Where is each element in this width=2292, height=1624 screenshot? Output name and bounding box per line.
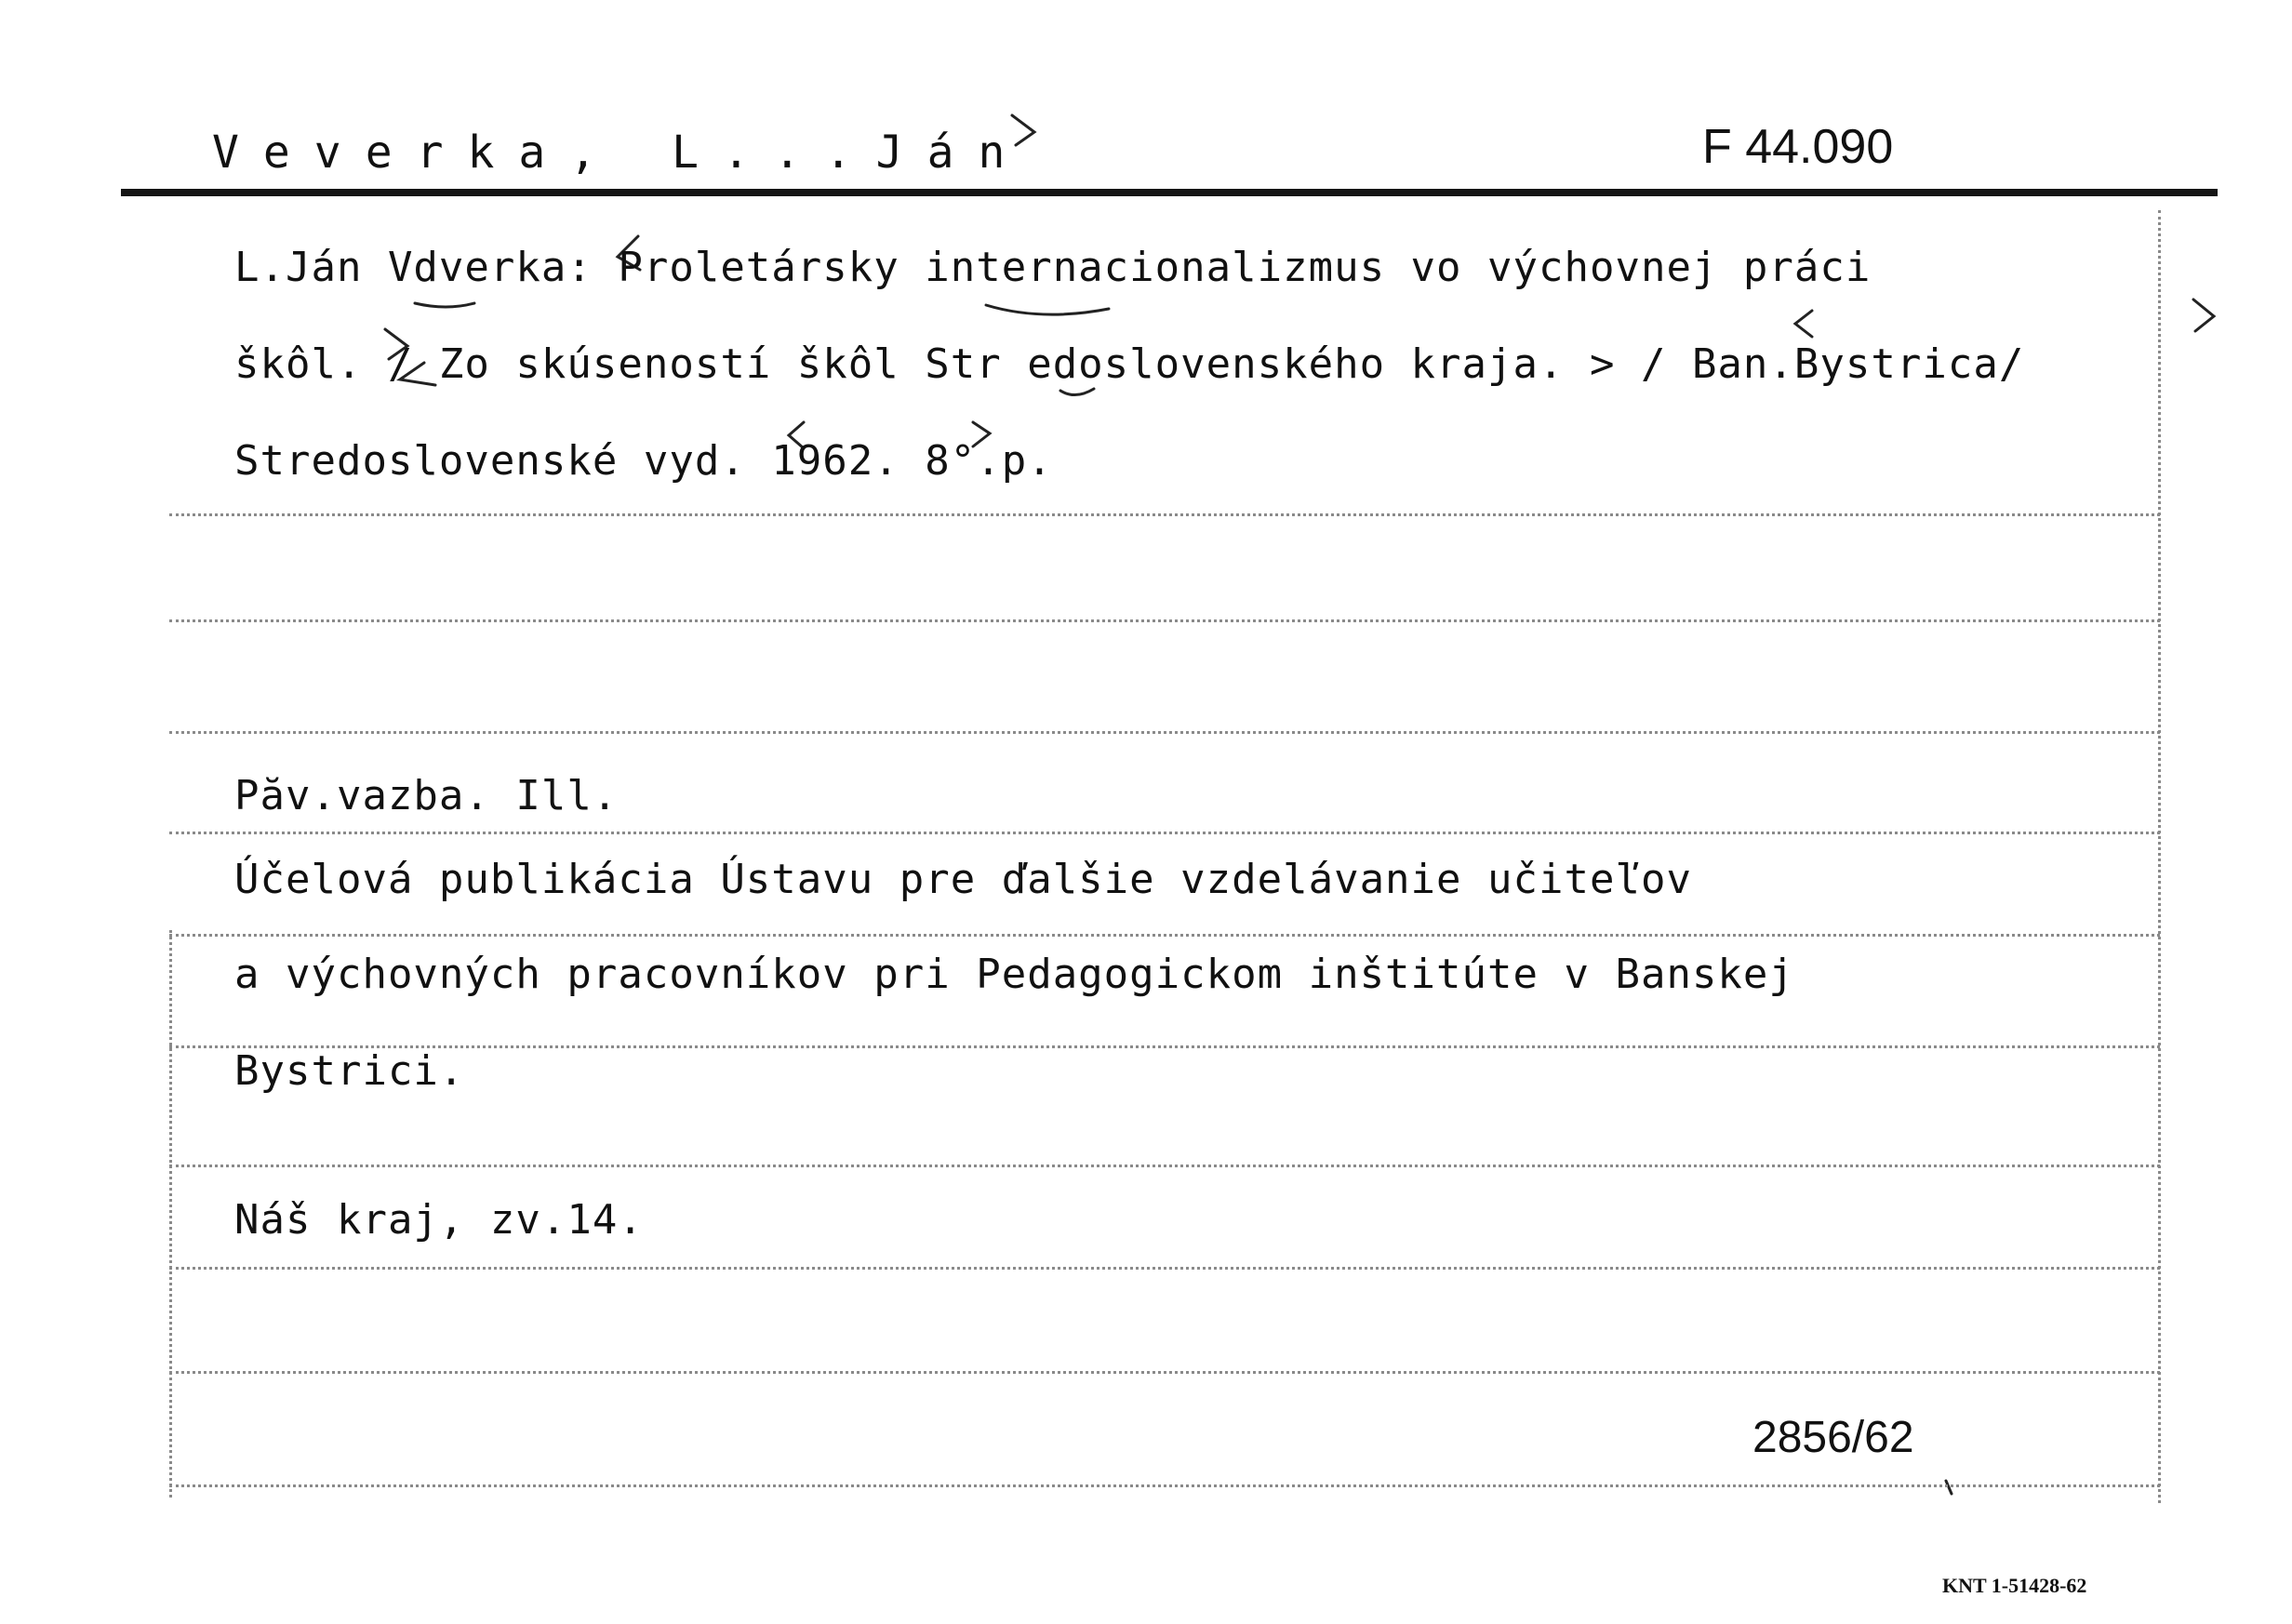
note-line-2: a výchovných pracovníkov pri Pedagogickom inštitúte v Banskej [234,951,1794,998]
series-line: Náš kraj, zv.14. [234,1196,644,1244]
ruling-line [169,619,2160,622]
ruling-line [169,1267,2160,1270]
author-heading: Veverka, L...Ján [212,126,1030,179]
title-line-2: škôl. / Zo skúseností škôl Str edoslovenského kraja. > / Ban.Bystrica/ [234,340,2025,388]
margin-ruling [169,930,172,1498]
imprint-line: Stredoslovenské vyd. 1962. 8°.p. [234,437,1053,485]
ruling-line [169,1371,2160,1374]
ruling-line [169,1045,2160,1048]
ruling-line [169,513,2160,516]
ruling-line [169,1484,2160,1487]
ruling-line [169,1165,2160,1167]
ruling-line [169,934,2160,937]
margin-ruling [2158,210,2161,1503]
note-line-3: Bystrici. [234,1047,465,1095]
binding-line: Păv.vazba. Ill. [234,772,619,819]
printer-mark: KNT 1-51428-62 [1942,1574,2087,1597]
accession-number: 2856/62 [1752,1413,1914,1462]
title-line-1: L.Ján Vdverka: Proletársky internacionalizmus vo výchovnej práci [234,244,1872,291]
note-line-1: Účelová publikácia Ústavu pre ďalšie vzdelávanie učiteľov [234,856,1692,903]
ruling-line [169,832,2160,834]
header-rule [121,189,2218,196]
shelf-signature: F 44.090 [1702,120,1894,174]
ruling-line [169,731,2160,734]
